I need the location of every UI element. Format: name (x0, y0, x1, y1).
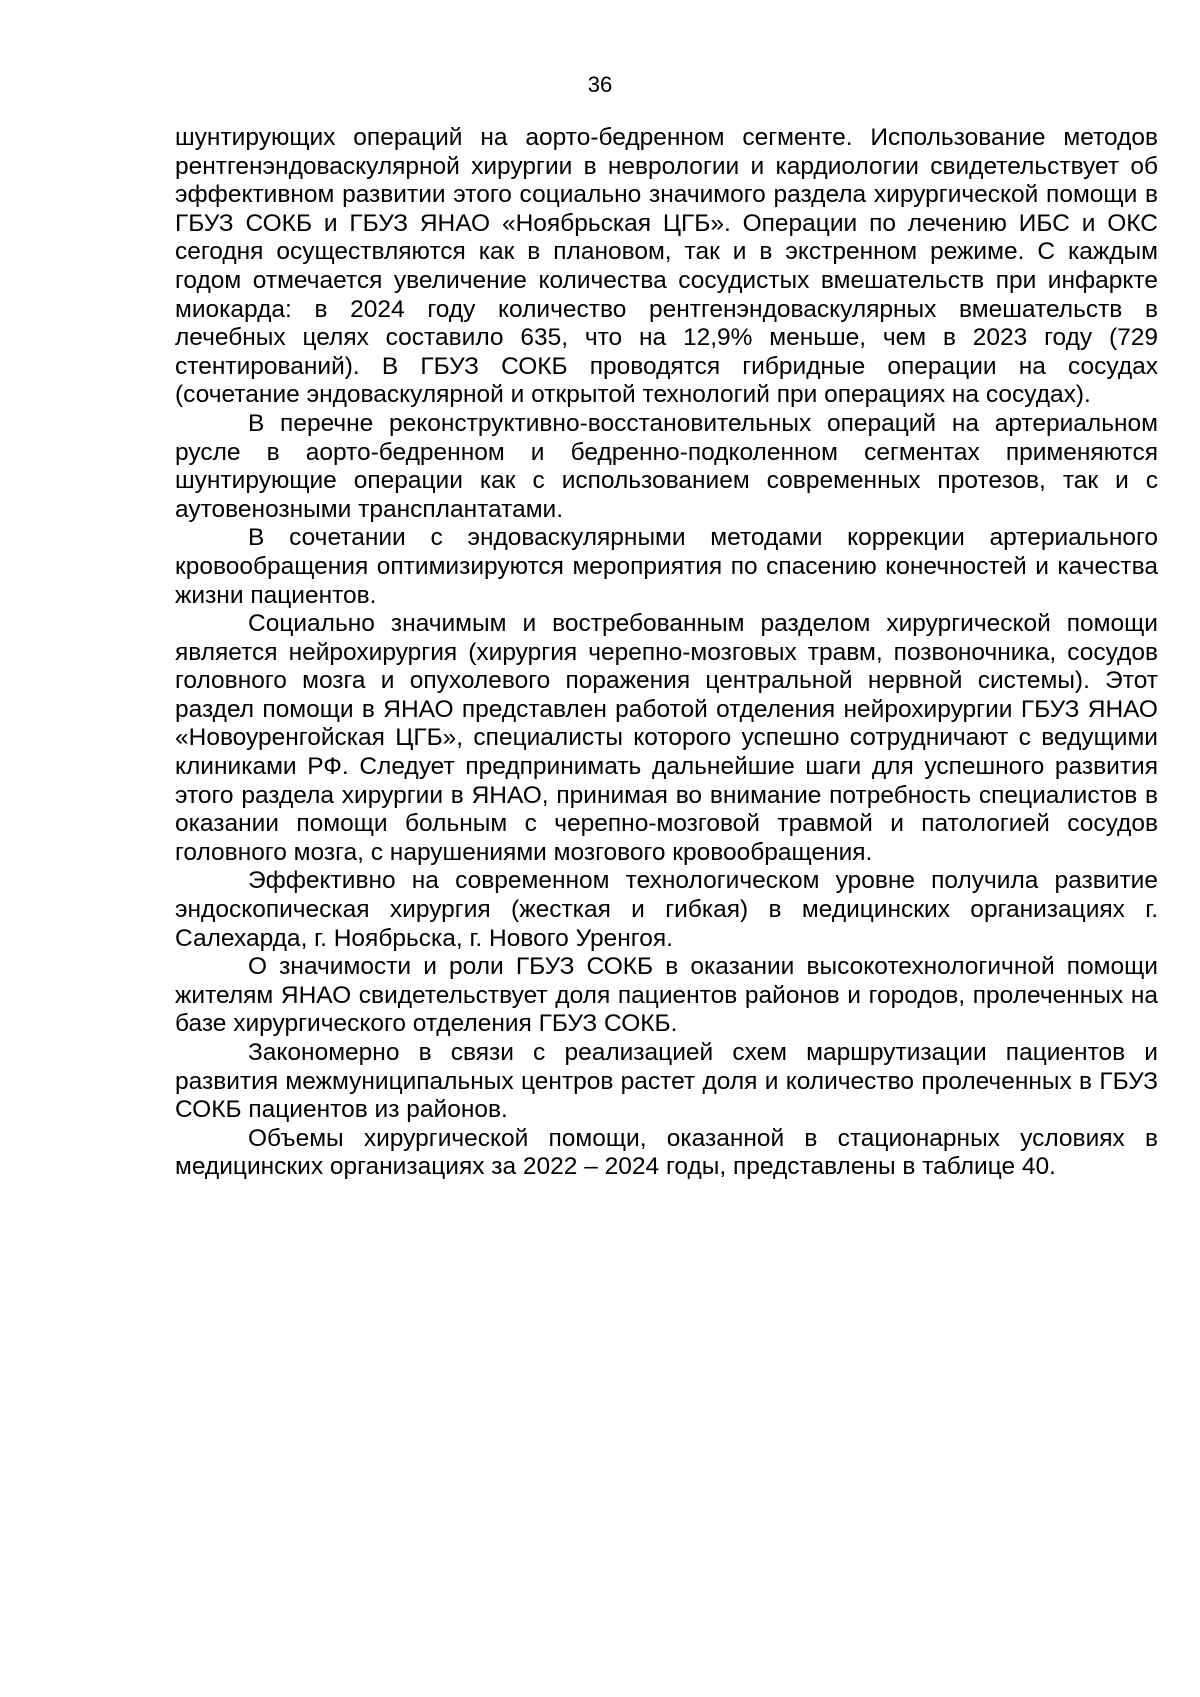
paragraph-continuation: шунтирующих операций на аорто-бедренном сегменте. Использование методов рентгенэндоваскулярной хирургии в неврологии и кардиологии свидетельствует об эффективном развитии этого социально значимого раздела хирургической помощи в ГБУЗ СОКБ и ГБУЗ ЯНАО «Ноябрьская ЦГБ». Операции по лечению ИБС и ОКС сегодня осуществляются как в плановом, так и в экстренном режиме. С каждым годом отмечается увеличение количества сосудистых вмешательств при инфаркте миокарда: в 2024 году количество рентгенэндоваскулярных вмешательств в лечебных целях составило 635, что на 12,9% меньше, чем в 2023 году (729 стентирований). В ГБУЗ СОКБ проводятся гибридные операции на сосудах (сочетание эндоваскулярной и открытой технологий при операциях на сосудах). (175, 124, 1158, 409)
body-text (175, 124, 1158, 1182)
paragraph: В перечне реконструктивно-восстановительных операций на артериальном русле в аорто-бедренном и бедренно-подколенном сегментах применяются шунтирующие операции как с использованием современных протезов, так и с аутовенозными трансплантатами. (175, 409, 1158, 523)
paragraph: В сочетании с эндоваскулярными методами коррекции артериального кровообращения оптимизируются мероприятия по спасению конечностей и качества жизни пациентов. (175, 524, 1158, 609)
page-number: 36 (587, 72, 613, 97)
paragraph: Эффективно на современном технологическом уровне получила развитие эндоскопическая хирургия (жесткая и гибкая) в медицинских организациях г. Салехарда, г. Ноябрьска, г. Нового Уренгоя. (175, 867, 1158, 952)
paragraph: Объемы хирургической помощи, оказанной в стационарных условиях в медицинских организациях за 2022 – 2024 годы, представлены в таблице 40. (175, 1124, 1158, 1181)
paragraph: Социально значимым и востребованным разделом хирургической помощи является нейрохирургия (хирургия черепно-мозговых травм, позвоночника, сосудов головного мозга и опухолевого поражения центральной нервной системы). Этот раздел помощи в ЯНАО представлен работой отделения нейрохирургии ГБУЗ ЯНАО «Новоуренгойская ЦГБ», специалисты которого успешно сотрудничают с ведущими клиниками РФ. Следует предпринимать дальнейшие шаги для успешного развития этого раздела хирургии в ЯНАО, принимая во внимание потребность специалистов в оказании помощи больным с черепно-мозговой травмой и патологией сосудов головного мозга, с нарушениями мозгового кровообращения. (175, 610, 1158, 866)
paragraph: О значимости и роли ГБУЗ СОКБ в оказании высокотехнологичной помощи жителям ЯНАО свидетельствует доля пациентов районов и городов, пролеченных на базе хирургического отделения ГБУЗ СОКБ. (175, 953, 1158, 1038)
paragraph: Закономерно в связи с реализацией схем маршрутизации пациентов и развития межмуниципальных центров растет доля и количество пролеченных в ГБУЗ СОКБ пациентов из районов. (175, 1039, 1158, 1124)
